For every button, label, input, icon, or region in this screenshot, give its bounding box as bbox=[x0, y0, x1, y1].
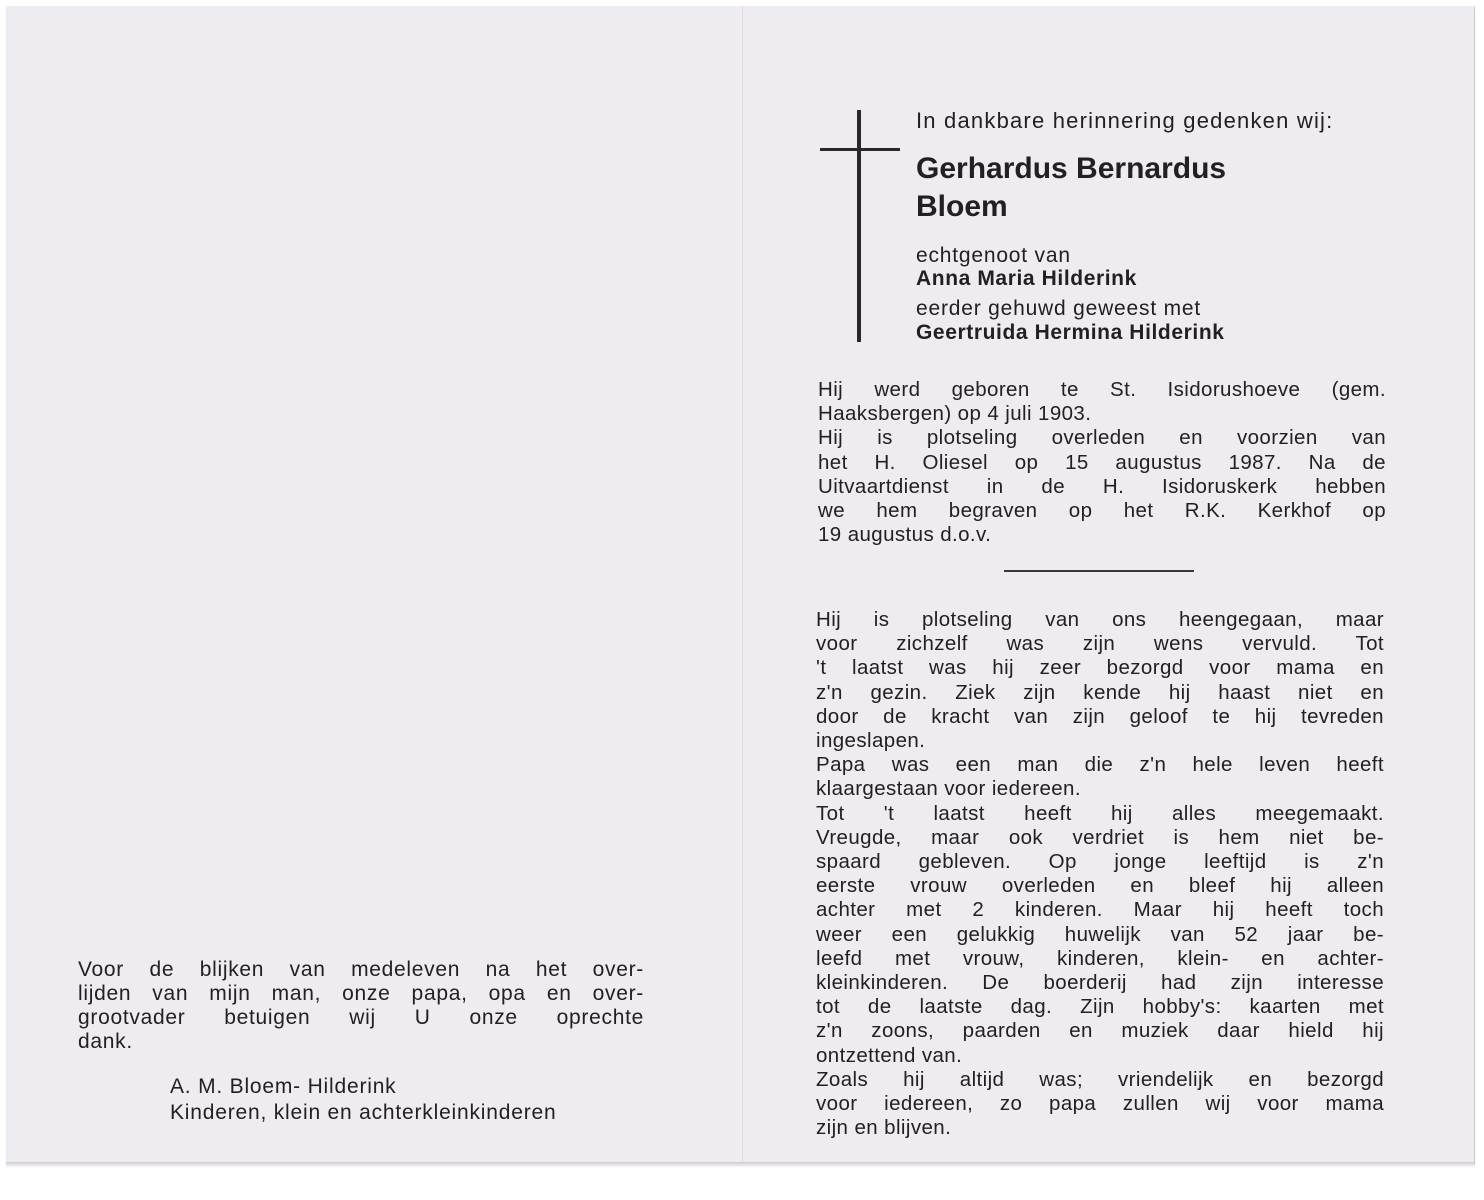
thanks-line: dank. bbox=[78, 1030, 133, 1053]
memorial-line: ingeslapen. bbox=[816, 729, 926, 753]
thanks-line: Voor de blijken van medeleven na het over- bbox=[78, 958, 644, 981]
bio-line: Hij is plotseling overleden en voorzien van bbox=[818, 426, 1386, 450]
memorial-line: weer een gelukkig huwelijk van 52 jaar be- bbox=[816, 922, 1384, 946]
memorial-line: tot de laatste dag. Zijn hobby's: kaarten met bbox=[816, 995, 1384, 1019]
bio-line: Hij werd geboren te St. Isidorushoeve (gem. bbox=[818, 378, 1386, 401]
thanks-paragraph bbox=[78, 958, 644, 1054]
memorial-line: ontzettend van. bbox=[816, 1043, 963, 1067]
card-fold-line bbox=[742, 6, 744, 1164]
bio-line: we hem begraven op het R.K. Kerkhof op bbox=[818, 499, 1386, 523]
section-divider bbox=[1004, 570, 1194, 572]
memorial-line: z'n zoons, paarden en muziek daar hield hij bbox=[816, 1019, 1384, 1043]
spouse-name: Anna Maria Hilderink bbox=[916, 267, 1137, 290]
signature-line-2: Kinderen, klein en achterkleinkinderen bbox=[170, 1101, 557, 1124]
deceased-name bbox=[916, 150, 1226, 226]
spouse-label: echtgenoot van bbox=[916, 244, 1071, 267]
bio-line: Haaksbergen) op 4 juli 1903. bbox=[818, 402, 1092, 426]
memorial-line: voor zichzelf was zijn wens vervuld. Tot bbox=[816, 632, 1384, 656]
former-spouse-name: Geertruida Hermina Hilderink bbox=[916, 321, 1225, 344]
deceased-name-line-2: Bloem bbox=[916, 190, 1008, 223]
memorial-line: Hij is plotseling van ons heengegaan, maar bbox=[816, 608, 1384, 631]
memorial-line: spaard gebleven. Op jonge leeftijd is z'n bbox=[816, 850, 1384, 874]
former-spouse-label: eerder gehuwd geweest met bbox=[916, 297, 1201, 320]
bio-paragraph bbox=[818, 378, 1386, 547]
memorial-line: Zoals hij altijd was; vriendelijk en bezorgd bbox=[816, 1067, 1384, 1091]
card-shadow-edge bbox=[6, 1162, 1474, 1168]
memorial-line: door de kracht van zijn geloof te hij tevreden bbox=[816, 704, 1384, 728]
memorial-line: achter met 2 kinderen. Maar hij heeft toch bbox=[816, 898, 1384, 922]
deceased-name-line-1: Gerhardus Bernardus bbox=[916, 152, 1227, 185]
memorial-line: Papa was een man die z'n hele leven heeft bbox=[816, 753, 1384, 777]
thanks-line: grootvader betuigen wij U onze oprechte bbox=[78, 1006, 644, 1029]
memorial-paragraph bbox=[816, 608, 1384, 1140]
memorial-line: 't laatst was hij zeer bezorgd voor mama en bbox=[816, 656, 1384, 680]
intro-text: In dankbare herinnering gedenken wij: bbox=[916, 108, 1334, 133]
bio-line: Uitvaartdienst in de H. Isidoruskerk hebben bbox=[818, 474, 1386, 498]
memorial-line: zijn en blijven. bbox=[816, 1116, 952, 1140]
cross-icon bbox=[857, 110, 861, 342]
memorial-line: Vreugde, maar ook verdriet is hem niet be- bbox=[816, 825, 1384, 849]
memorial-line: Tot 't laatst heeft hij alles meegemaakt. bbox=[816, 801, 1384, 825]
cross-icon-bar bbox=[820, 148, 900, 151]
memorial-line: leefd met vrouw, kinderen, klein- en achter- bbox=[816, 946, 1384, 970]
bio-line: het H. Oliesel op 15 augustus 1987. Na de bbox=[818, 450, 1386, 474]
memorial-line: eerste vrouw overleden en bleef hij alleen bbox=[816, 874, 1384, 898]
bio-line: 19 augustus d.o.v. bbox=[818, 523, 992, 547]
thanks-line: lijden van mijn man, onze papa, opa en over- bbox=[78, 982, 644, 1005]
memorial-line: klaargestaan voor iedereen. bbox=[816, 777, 1081, 801]
memorial-line: kleinkinderen. De boerderij had zijn interesse bbox=[816, 971, 1384, 995]
memorial-line: voor iedereen, zo papa zullen wij voor mama bbox=[816, 1092, 1384, 1116]
signature-line-1: A. M. Bloem- Hilderink bbox=[170, 1075, 397, 1098]
memorial-line: z'n gezin. Ziek zijn kende hij haast niet en bbox=[816, 680, 1384, 704]
